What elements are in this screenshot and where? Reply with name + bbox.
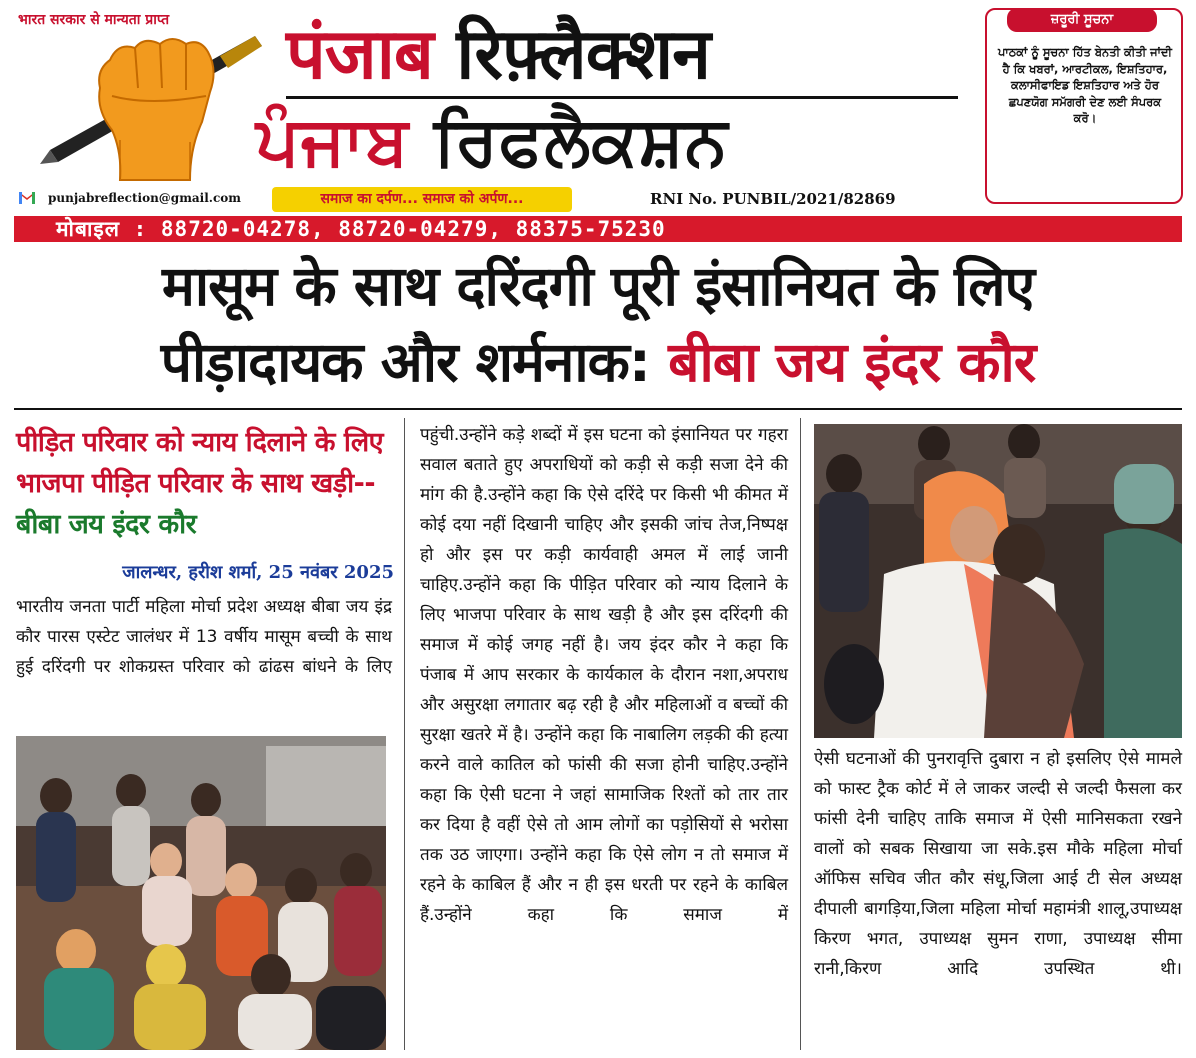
notice-heading: ਜ਼ਰੂਰੀ ਸੂਚਨਾ	[1007, 8, 1157, 32]
title-punjabi-part1: ਪੰਜਾਬ	[256, 102, 410, 181]
important-notice-box	[985, 8, 1183, 204]
gmail-icon	[18, 191, 36, 205]
consoling-photo	[814, 424, 1182, 738]
masthead-title-punjabi	[256, 100, 728, 184]
tagline: समाज का दर्पण... समाज को अर्पण...	[272, 187, 572, 212]
headline-line2	[0, 324, 1196, 400]
title-hindi-part2: रिफ़्लैक्शन	[456, 13, 711, 95]
meeting-photo-family	[16, 736, 386, 1050]
email-address[interactable]: punjabreflection@gmail.com	[48, 191, 241, 205]
article-column-1: भारतीय जनता पार्टी महिला मोर्चा प्रदेश अध्यक्ष बीबा जय इंद्र कौर पारस एस्टेट जालंधर में 13 वर्षीय मासूम बच्ची के साथ हुई दरिंदगी पर शोकग्रस्त परिवार को ढांढस बांधने के लिए	[16, 597, 392, 677]
title-hindi-part1: पंजाब	[286, 13, 433, 95]
rni-number: RNI No. PUNBIL/2021/82869	[650, 190, 896, 208]
email-row	[18, 191, 241, 205]
column-divider-2	[800, 418, 801, 1050]
sub-headline-red: पीड़ित परिवार को न्याय दिलाने के लिए भाजपा पीड़ित परिवार के साथ खड़ी--	[16, 427, 384, 499]
notice-body: ਪਾਠਕਾਂ ਨੂੰ ਸੂਚਨਾ ਹਿੱਤ ਬੇਨਤੀ ਕੀਤੀ ਜਾਂਦੀ ਹੈ ਕਿ ਖਬਰਾਂ, ਆਰਟੀਕਲ, ਇਸ਼ਤਿਹਾਰ, ਕਲਾਸੀਫਾਇਡ ਇਸ਼ਤਿਹਾਰ ਅਤੇ ਹੋਰ ਛਪਣਯੋਗ ਸਮੱਗਰੀ ਦੇਣ ਲਈ ਸੰਪਰਕ ਕਰੋ।	[997, 45, 1172, 125]
headline-line2-red: बीबा जय इंदर कौर	[668, 330, 1036, 394]
title-divider	[286, 96, 958, 99]
sub-headline-green: बीबा जय इंदर कौर	[16, 509, 197, 540]
main-headline	[0, 248, 1196, 400]
headline-line1: मासूम के साथ दरिंदगी पूरी इंसानियत के लिए	[161, 254, 1035, 318]
headline-line2-black: पीड़ादायक और शर्मनाक:	[160, 330, 650, 394]
title-punjabi-part2: ਰਿਫਲੈਕਸ਼ਨ	[433, 102, 729, 181]
headline-divider	[14, 408, 1182, 410]
mobile-numbers-bar: मोबाइल : 88720-04278, 88720-04279, 88375-75230	[14, 216, 1182, 242]
pen-fist-logo	[40, 30, 270, 185]
sub-headline	[16, 422, 396, 545]
recognition-label: भारत सरकार से मान्यता प्राप्त	[18, 12, 170, 28]
column-divider-1	[404, 418, 405, 1050]
article-column-2: पहुंची.उन्होंने कड़े शब्दों में इस घटना को इंसानियत पर गहरा सवाल बताते हुए अपराधियों को कड़ी से कड़ी सजा देने की मांग की है.उन्होंने कहा कि ऐसे दरिंदे पर किसी भी कीमत में कोई दया नहीं दिखानी चाहिए और इसकी जांच तेज,निष्पक्ष हो और इस पर कड़ी कार्यवाही अमल में लाई जानी चाहिए.उन्होंने कहा कि पीड़ित परिवार को न्याय दिलाने के लिए भाजपा परिवार के साथ खड़ी है और इस दरिंदगी की समाज में कोई जगह नहीं है। जय इंदर कौर ने कहा कि पंजाब में आप सरकार के कार्यकाल के दौरान नशा,अपराध और असुरक्षा लगातार बढ़ रही है और महिलाओं व बच्चों की सुरक्षा खतरे में है। उन्होंने कहा कि नाबालिग लड़की की हत्या करने वाले कातिल को फांसी की सजा होनी चाहिए.उन्होंने कहा कि ऐसी घटना ने जहां सामाजिक रिश्तों को तार तार कर दिया है वहीं ऐसे तो आम लोगों का पड़ोसियों से भरोसा तक उठ जाएगा। उन्होंने कहा कि ऐसे लोग न तो समाज में रहने के काबिल हैं और न ही इस धरती पर रहने के काबिल हैं.उन्होंने कहा कि समाज में	[420, 425, 788, 925]
masthead	[0, 0, 1196, 214]
article-column-3: ऐसी घटनाओं की पुनरावृत्ति दुबारा न हो इसलिए ऐसे मामले को फास्ट ट्रैक कोर्ट में ले जाकर जल्दी से जल्दी फैसला कर फांसी देनी चाहिए ताकि समाज में ऐसी मानिसकता रखने वालों को सबक सिखाया जा सके.इस मौके महिला मोर्चा ऑफिस सचिव जीत कौर संधू,जिला आई टी सेल अध्यक्ष दीपाली बागड़िया,जिला महिला मोर्चा महामंत्री शालू,उपाध्यक्ष किरण भगत, उपाध्यक्ष सुमन राणा, उपाध्यक्ष सीमा रानी,किरण आदि उपस्थित थी।	[814, 749, 1182, 979]
dateline: जालन्धर, हरीश शर्मा, 25 नवंबर 2025	[122, 562, 394, 583]
masthead-title-hindi	[286, 12, 710, 96]
